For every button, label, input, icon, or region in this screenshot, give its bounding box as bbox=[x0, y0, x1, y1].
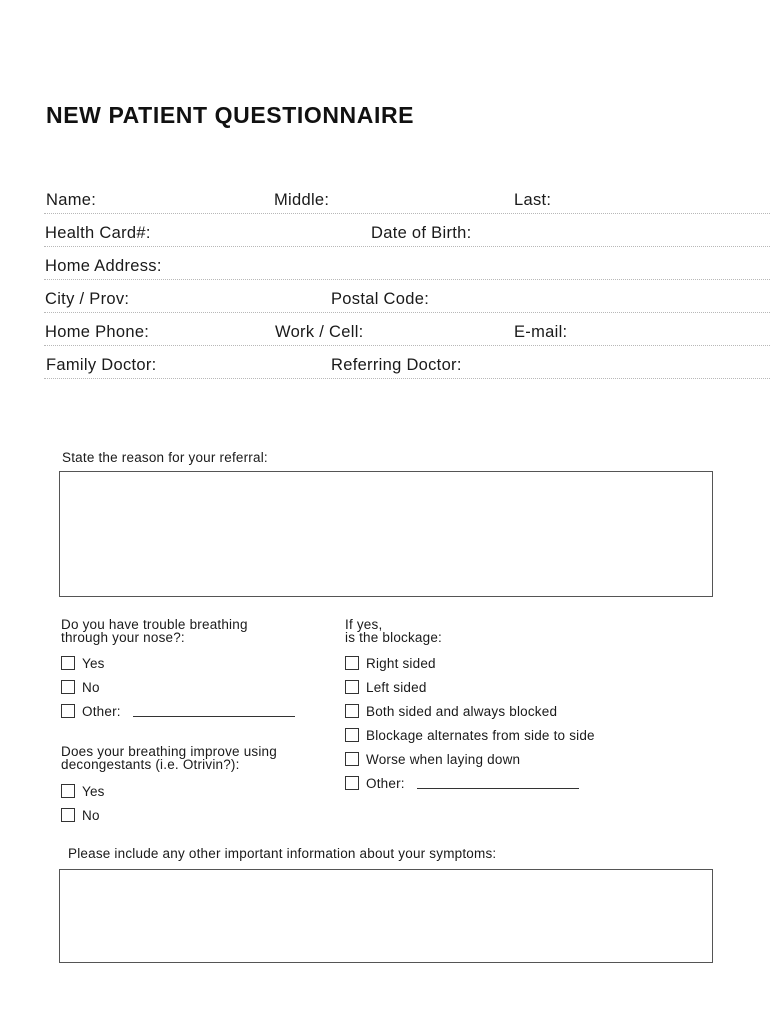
option-label: Yes bbox=[82, 655, 105, 671]
breathing-question-line2: through your nose?: bbox=[61, 630, 185, 645]
blockage-option-other[interactable] bbox=[345, 775, 579, 791]
option-label: Other: bbox=[366, 775, 405, 791]
referral-reason-textbox[interactable] bbox=[59, 471, 713, 597]
family-doctor-label: Family Doctor: bbox=[46, 356, 157, 374]
other-info-label: Please include any other important information about your symptoms: bbox=[68, 846, 497, 861]
city-prov-row[interactable] bbox=[44, 287, 770, 313]
option-label: Blockage alternates from side to side bbox=[366, 727, 595, 743]
home-phone-label: Home Phone: bbox=[45, 323, 150, 341]
decongestants-option-no[interactable] bbox=[61, 807, 100, 823]
checkbox[interactable] bbox=[345, 704, 359, 718]
blockage-option-right-sided[interactable] bbox=[345, 655, 436, 671]
postal-code-label: Postal Code: bbox=[331, 290, 430, 308]
option-label: Right sided bbox=[366, 655, 436, 671]
option-label: No bbox=[82, 807, 100, 823]
decongestants-question-line1: Does your breathing improve using bbox=[61, 744, 277, 759]
health-card-row[interactable] bbox=[44, 221, 770, 247]
city-prov-label: City / Prov: bbox=[45, 290, 130, 308]
phone-row[interactable] bbox=[44, 320, 770, 346]
decongestants-question-line2: decongestants (i.e. Otrivin?): bbox=[61, 757, 240, 772]
date-of-birth-label: Date of Birth: bbox=[371, 224, 472, 242]
middle-name-label: Middle: bbox=[274, 191, 330, 209]
checkbox[interactable] bbox=[345, 776, 359, 790]
name-label: Name: bbox=[46, 191, 97, 209]
option-label: Yes bbox=[82, 783, 105, 799]
breathing-question bbox=[61, 618, 248, 644]
blockage-option-both-sided[interactable] bbox=[345, 703, 557, 719]
breathing-option-no[interactable] bbox=[61, 679, 100, 695]
checkbox[interactable] bbox=[345, 656, 359, 670]
doctor-row[interactable] bbox=[44, 353, 770, 379]
option-label: Left sided bbox=[366, 679, 427, 695]
email-label: E-mail: bbox=[514, 323, 568, 341]
blockage-option-alternates[interactable] bbox=[345, 727, 595, 743]
checkbox[interactable] bbox=[61, 704, 75, 718]
home-address-label: Home Address: bbox=[45, 257, 162, 275]
checkbox[interactable] bbox=[61, 680, 75, 694]
blockage-question-line2: is the blockage: bbox=[345, 630, 443, 645]
decongestants-question bbox=[61, 745, 277, 771]
checkbox[interactable] bbox=[61, 656, 75, 670]
decongestants-option-yes[interactable] bbox=[61, 783, 105, 799]
breathing-option-yes[interactable] bbox=[61, 655, 105, 671]
option-label: Worse when laying down bbox=[366, 751, 521, 767]
checkbox[interactable] bbox=[61, 808, 75, 822]
referral-reason-label: State the reason for your referral: bbox=[62, 450, 268, 465]
option-label: Other: bbox=[82, 703, 121, 719]
checkbox[interactable] bbox=[345, 680, 359, 694]
option-label: Both sided and always blocked bbox=[366, 703, 558, 719]
health-card-label: Health Card#: bbox=[45, 224, 151, 242]
other-info-textbox[interactable] bbox=[59, 869, 713, 963]
blockage-option-worse-laying-down[interactable] bbox=[345, 751, 520, 767]
checkbox[interactable] bbox=[61, 784, 75, 798]
blockage-question-line1: If yes, bbox=[345, 617, 383, 632]
breathing-question-line1: Do you have trouble breathing bbox=[61, 617, 248, 632]
blockage-option-left-sided[interactable] bbox=[345, 679, 427, 695]
option-label: No bbox=[82, 679, 100, 695]
last-name-label: Last: bbox=[514, 191, 552, 209]
blockage-question bbox=[345, 618, 442, 644]
checkbox[interactable] bbox=[345, 752, 359, 766]
other-blank-line[interactable] bbox=[417, 777, 579, 789]
other-blank-line[interactable] bbox=[133, 705, 295, 717]
name-row[interactable] bbox=[44, 188, 770, 214]
work-cell-label: Work / Cell: bbox=[275, 323, 364, 341]
home-address-row[interactable] bbox=[44, 254, 770, 280]
checkbox[interactable] bbox=[345, 728, 359, 742]
breathing-option-other[interactable] bbox=[61, 703, 295, 719]
referring-doctor-label: Referring Doctor: bbox=[331, 356, 462, 374]
page-title: NEW PATIENT QUESTIONNAIRE bbox=[46, 102, 415, 128]
